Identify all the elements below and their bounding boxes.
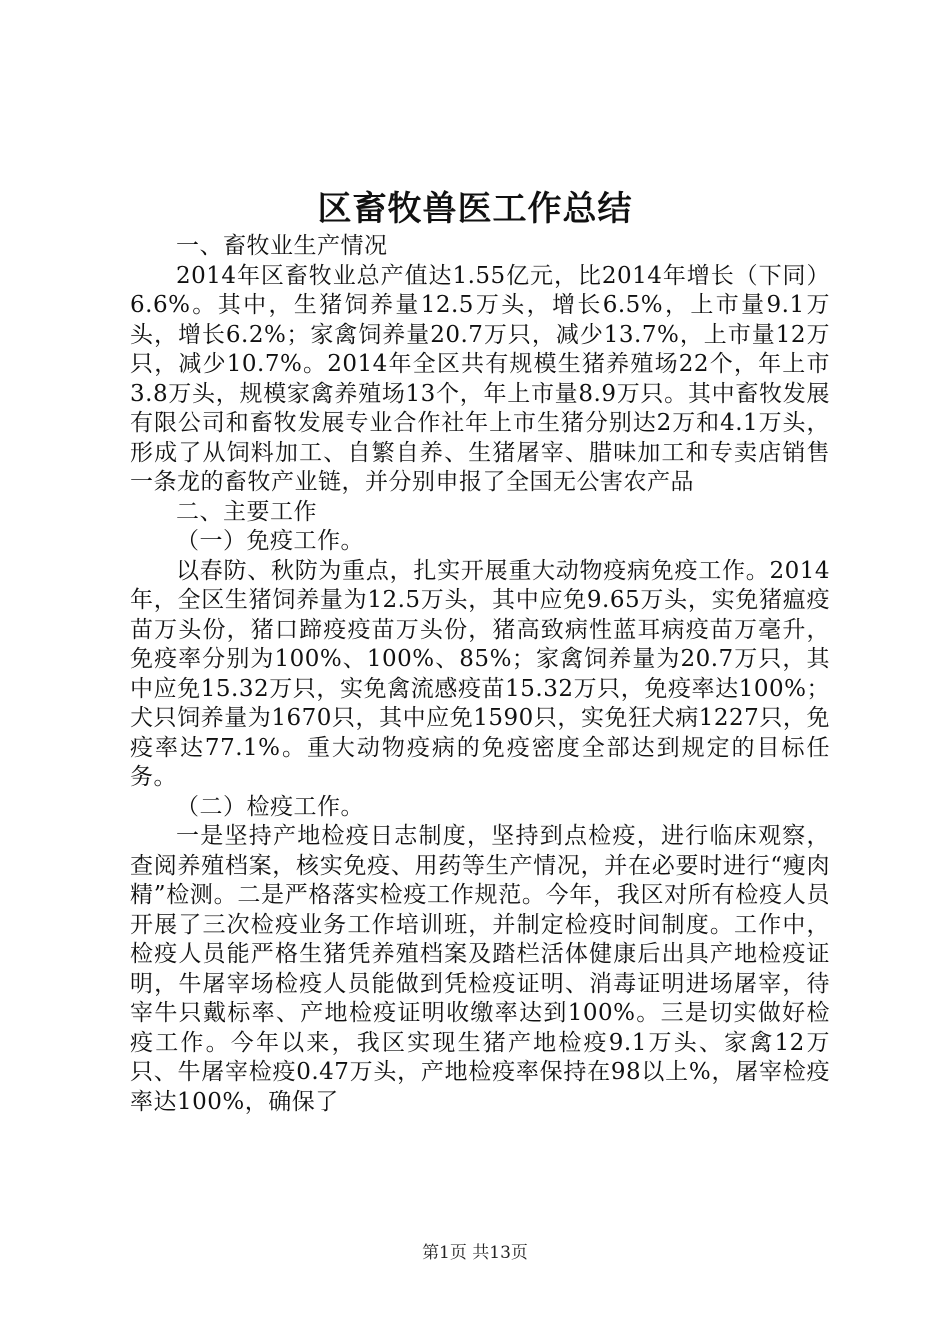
paragraph-production-summary: 2014年区畜牧业总产值达1.55亿元，比2014年增长（下同）6.6%。其中，生猪饲养量12.5万头，增长6.5%，上市量9.1万头，增长6.2%；家禽饲养量20.7万只，减少13.7%，上市量12万只，减少10.7%。2014年全区共有规模生猪养殖场22个，年上市3.8万头，规模家禽养殖场13个，年上市量8.9万只。其中畜牧发展有限公司和畜牧发展专业合作社年上市生猪分别达2万和4.1万头，形成了从饲料加工、自繁自养、生猪屠宰、腊味加工和专卖店销售一条龙的畜牧产业链，并分别申报了全国无公害农产品 <box>130 262 830 495</box>
document-title: 区畜牧兽医工作总结 <box>317 189 633 229</box>
subsection-heading-quarantine: （二）检疫工作。 <box>176 793 364 820</box>
section-heading-production: 一、畜牧业生产情况 <box>176 233 388 259</box>
paragraph-quarantine: 一是坚持产地检疫日志制度，坚持到点检疫，进行临床观察，查阅养殖档案，核实免疫、用药等生产情况，并在必要时进行“瘦肉精”检测。二是严格落实检疫工作规范。今年，我区对所有检疫人员开展了三次检疫业务工作培训班，并制定检疫时间制度。工作中，检疫人员能严格生猪凭养殖档案及踏栏活体健康后出具产地检疫证明，牛屠宰场检疫人员能做到凭检疫证明、消毒证明进场屠宰，待宰牛只戴标率、产地检疫证明收缴率达到100%。三是切实做好检疫工作。今年以来，我区实现生猪产地检疫9.1万头、家禽12万只、牛屠宰检疫0.47万头，产地检疫率保持在98以上%，屠宰检疫率达100%，确保了 <box>130 823 830 1115</box>
subsection-heading-immunization: （一）免疫工作。 <box>176 528 364 554</box>
section-heading-main-work: 二、主要工作 <box>176 498 317 525</box>
paragraph-immunization: 以春防、秋防为重点，扎实开展重大动物疫病免疫工作。2014年，全区生猪饲养量为12.5万头，其中应免9.65万头，实免猪瘟疫苗万头份，猪口蹄疫疫苗万头份，猪高致病性蓝耳病疫苗万毫升，免疫率分别为100%、100%、85%；家禽饲养量为20.7万只，其中应免15.32万只，实免禽流感疫苗15.32万只，免疫率达100%；犬只饲养量为1670只，其中应免1590只，实免狂犬病1227只，免疫率达77.1%。重大动物疫病的免疫密度全部达到规定的目标任务。 <box>130 557 830 790</box>
document-body <box>130 232 830 1117</box>
page-footer: 第1页 共13页 <box>422 1243 528 1263</box>
